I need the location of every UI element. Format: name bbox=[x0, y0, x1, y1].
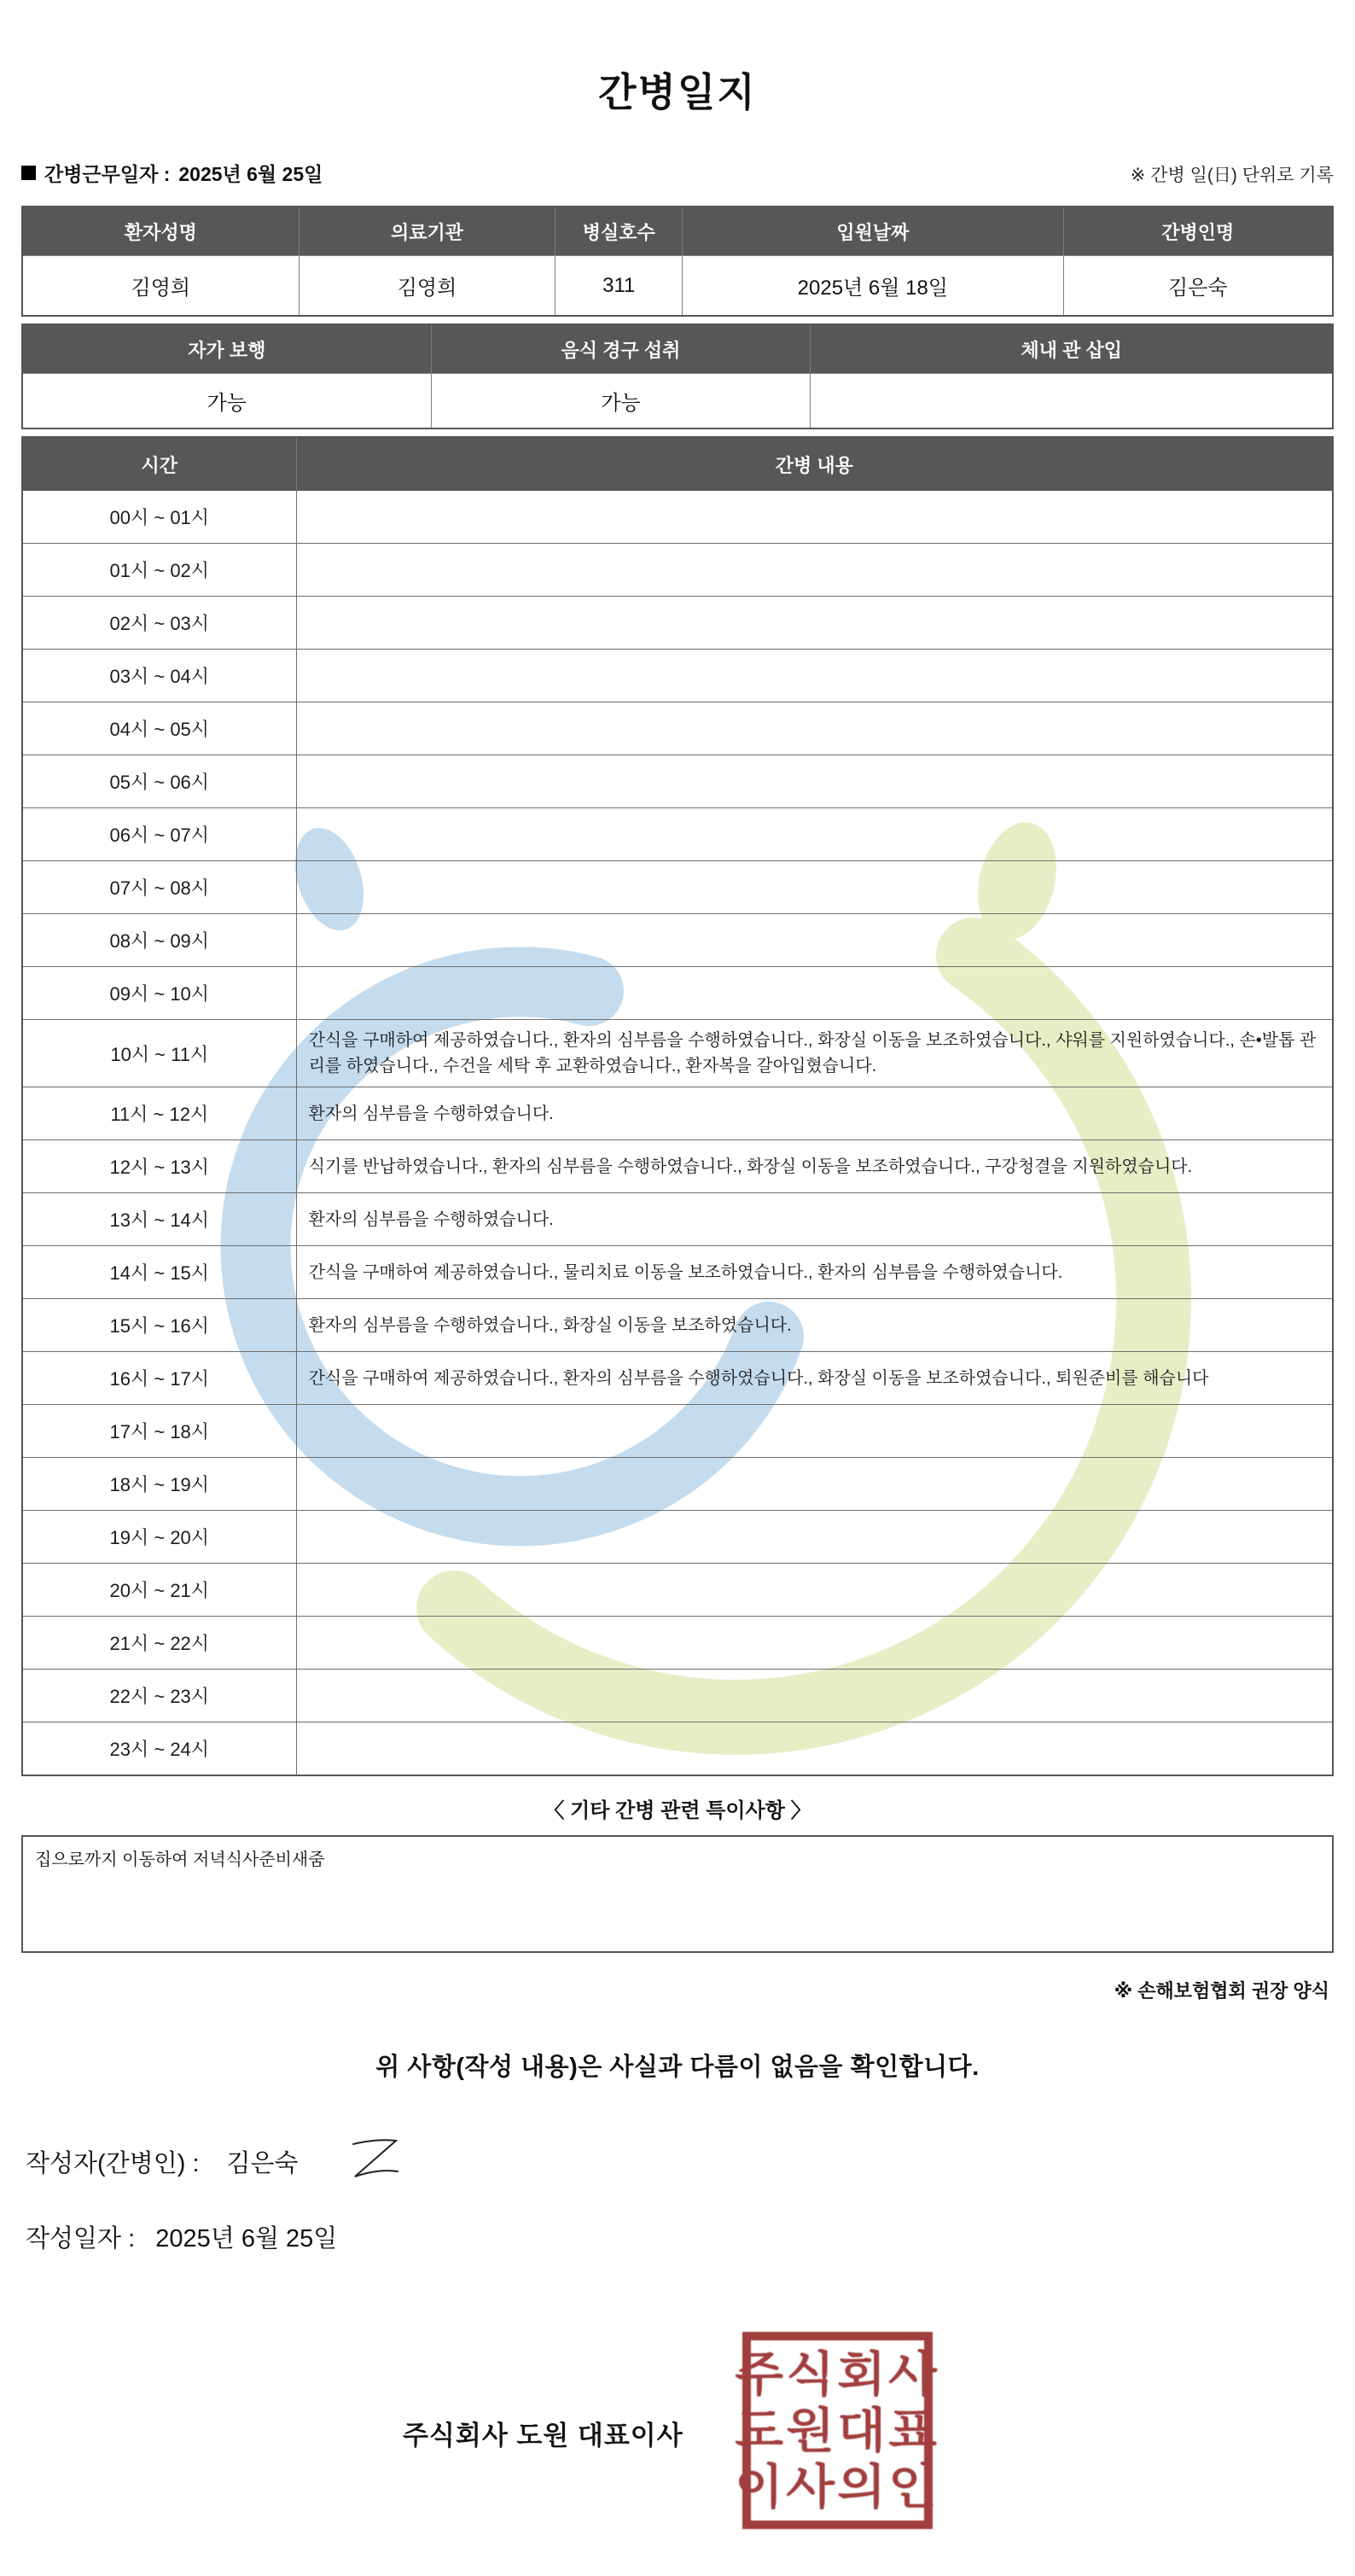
writer-line bbox=[26, 2139, 1355, 2183]
log-content-cell[interactable]: 간식을 구매하여 제공하였습니다., 환자의 심부름을 수행하였습니다., 화장실 이동을 보조하였습니다., 샤워를 지원하였습니다., 손•발톱 관리를 하였습니다., 수건을 세탁 후 교환하였습니다., 환자복을 갈아입혔습니다. bbox=[308, 1031, 1317, 1075]
log-time-label: 05시 ~ 06시 bbox=[23, 755, 297, 807]
log-content-cell[interactable]: 간식을 구매하여 제공하였습니다., 환자의 심부름을 수행하였습니다., 화장실 이동을 보조하였습니다., 퇴원준비를 해습니다 bbox=[308, 1368, 1209, 1388]
stamp-line-3: 이사의인 bbox=[735, 2459, 940, 2514]
condition-header-row bbox=[23, 325, 1332, 373]
log-content-cell[interactable] bbox=[297, 1617, 1332, 1669]
info-header-row bbox=[23, 207, 1332, 255]
log-row bbox=[23, 1019, 1332, 1087]
log-content-cell[interactable] bbox=[297, 702, 1332, 755]
log-time-label: 04시 ~ 05시 bbox=[23, 702, 297, 755]
log-row bbox=[23, 1616, 1332, 1669]
log-time-label: 02시 ~ 03시 bbox=[23, 597, 297, 649]
condition-value-row bbox=[23, 373, 1332, 428]
log-content-cell[interactable] bbox=[297, 1670, 1332, 1722]
log-time-label: 15시 ~ 16시 bbox=[23, 1299, 297, 1351]
log-row bbox=[23, 1457, 1332, 1510]
header-oral-intake: 음식 경구 섭취 bbox=[432, 325, 811, 373]
log-row bbox=[23, 966, 1332, 1019]
log-time-label: 18시 ~ 19시 bbox=[23, 1458, 297, 1510]
meta-row bbox=[21, 159, 1334, 187]
log-content-cell[interactable]: 간식을 구매하여 제공하였습니다., 물리치료 이동을 보조하였습니다., 환자의 심부름을 수행하였습니다. bbox=[308, 1262, 1063, 1282]
log-time-label: 11시 ~ 12시 bbox=[23, 1087, 297, 1139]
log-content-cell[interactable]: 식기를 반납하였습니다., 환자의 심부름을 수행하였습니다., 화장실 이동을 보조하였습니다., 구강청결을 지원하였습니다. bbox=[308, 1157, 1193, 1176]
written-date-line bbox=[26, 2219, 1355, 2254]
log-row bbox=[23, 1351, 1332, 1404]
log-content-cell[interactable] bbox=[297, 1511, 1332, 1563]
special-notes-title: 〈 기타 간병 관련 특이사항 〉 bbox=[544, 1799, 811, 1822]
log-time-label: 01시 ~ 02시 bbox=[23, 544, 297, 596]
log-content-cell[interactable] bbox=[297, 967, 1332, 1019]
log-time-label: 14시 ~ 15시 bbox=[23, 1246, 297, 1298]
log-time-label: 00시 ~ 01시 bbox=[23, 491, 297, 543]
log-time-label: 09시 ~ 10시 bbox=[23, 967, 297, 1019]
value-admission-date: 2025년 6월 18일 bbox=[683, 255, 1063, 315]
writer-label: 작성자(간병인) : bbox=[26, 2149, 200, 2177]
value-caregiver-name: 김은숙 bbox=[1064, 255, 1332, 315]
value-self-walking: 가능 bbox=[23, 373, 432, 428]
company-ceo-line: 주식회사 도원 대표이사 bbox=[403, 2421, 683, 2451]
log-content-cell[interactable] bbox=[297, 1722, 1332, 1775]
log-time-label: 10시 ~ 11시 bbox=[23, 1020, 297, 1087]
header-care-content: 간병 내용 bbox=[297, 438, 1332, 491]
log-time-label: 07시 ~ 08시 bbox=[23, 861, 297, 913]
work-date-label: 간병근무일자 : bbox=[44, 163, 171, 185]
written-date-value: 2025년 6월 25일 bbox=[155, 2225, 338, 2253]
log-row bbox=[23, 649, 1332, 702]
value-patient-name: 김영희 bbox=[23, 255, 299, 315]
log-row bbox=[23, 755, 1332, 807]
care-log-table bbox=[21, 436, 1334, 1776]
log-rows bbox=[23, 491, 1332, 1775]
log-time-label: 16시 ~ 17시 bbox=[23, 1352, 297, 1404]
log-content-cell[interactable] bbox=[297, 861, 1332, 913]
log-row bbox=[23, 1563, 1332, 1616]
handwritten-signature bbox=[348, 2134, 408, 2183]
corporate-seal-stamp bbox=[735, 2332, 940, 2529]
log-content-cell[interactable] bbox=[297, 650, 1332, 702]
log-content-cell[interactable] bbox=[297, 1405, 1332, 1457]
unit-note: ※ 간병 일(日) 단위로 기록 bbox=[1130, 166, 1334, 185]
log-time-label: 22시 ~ 23시 bbox=[23, 1670, 297, 1722]
header-internal-tube: 체내 관 삽입 bbox=[811, 325, 1332, 373]
log-row bbox=[23, 1139, 1332, 1192]
log-row bbox=[23, 1245, 1332, 1298]
log-row bbox=[23, 1722, 1332, 1775]
log-row bbox=[23, 860, 1332, 913]
log-row bbox=[23, 1087, 1332, 1139]
header-time: 시간 bbox=[23, 438, 297, 491]
log-content-cell[interactable] bbox=[297, 808, 1332, 860]
square-bullet-icon bbox=[21, 166, 36, 180]
log-time-label: 20시 ~ 21시 bbox=[23, 1564, 297, 1616]
work-date-value: 2025년 6월 25일 bbox=[178, 163, 323, 185]
stamp-line-1: 주식회사 bbox=[735, 2346, 940, 2401]
log-content-cell[interactable]: 환자의 심부름을 수행하였습니다. bbox=[308, 1104, 554, 1123]
log-header-row bbox=[23, 438, 1332, 491]
log-content-cell[interactable] bbox=[297, 544, 1332, 596]
patient-info-table bbox=[21, 206, 1334, 317]
log-time-label: 21시 ~ 22시 bbox=[23, 1617, 297, 1669]
log-content-cell[interactable] bbox=[297, 1564, 1332, 1616]
log-row bbox=[23, 1192, 1332, 1245]
written-date-label: 작성일자 : bbox=[26, 2225, 136, 2253]
log-time-label: 06시 ~ 07시 bbox=[23, 808, 297, 860]
log-row bbox=[23, 913, 1332, 966]
log-content-cell[interactable]: 환자의 심부름을 수행하였습니다., 화장실 이동을 보조하였습니다. bbox=[308, 1315, 792, 1335]
header-patient-name: 환자성명 bbox=[23, 207, 299, 255]
log-content-cell[interactable] bbox=[297, 914, 1332, 966]
log-time-label: 12시 ~ 13시 bbox=[23, 1140, 297, 1192]
form-note: ※ 손해보험협회 권장 양식 bbox=[1114, 1980, 1329, 2002]
log-time-label: 03시 ~ 04시 bbox=[23, 650, 297, 702]
log-row bbox=[23, 491, 1332, 543]
condition-table bbox=[21, 323, 1334, 429]
value-internal-tube bbox=[811, 373, 1332, 428]
log-content-cell[interactable] bbox=[297, 491, 1332, 543]
header-caregiver-name: 간병인명 bbox=[1064, 207, 1332, 255]
header-admission-date: 입원날짜 bbox=[683, 207, 1063, 255]
log-row bbox=[23, 1404, 1332, 1457]
stamp-line-2: 도원대표 bbox=[735, 2403, 940, 2457]
value-oral-intake: 가능 bbox=[432, 373, 811, 428]
header-self-walking: 자가 보행 bbox=[23, 325, 432, 373]
value-room-number: 311 bbox=[555, 255, 683, 315]
special-notes-box[interactable]: 집으로까지 이동하여 저녁식사준비새줌 bbox=[21, 1835, 1334, 1953]
confirmation-statement: 위 사항(작성 내용)은 사실과 다름이 없음을 확인합니다. bbox=[375, 2054, 980, 2081]
log-row bbox=[23, 1298, 1332, 1351]
log-row bbox=[23, 543, 1332, 596]
header-room-number: 병실호수 bbox=[555, 207, 683, 255]
log-time-label: 13시 ~ 14시 bbox=[23, 1193, 297, 1245]
log-content-cell[interactable] bbox=[297, 597, 1332, 649]
page-title: 간병일지 bbox=[598, 70, 757, 114]
log-content-cell[interactable] bbox=[297, 1458, 1332, 1510]
info-value-row bbox=[23, 255, 1332, 315]
log-time-label: 19시 ~ 20시 bbox=[23, 1511, 297, 1563]
log-time-label: 23시 ~ 24시 bbox=[23, 1722, 297, 1775]
log-content-cell[interactable]: 환자의 심부름을 수행하였습니다. bbox=[308, 1209, 554, 1229]
log-row bbox=[23, 596, 1332, 649]
log-time-label: 17시 ~ 18시 bbox=[23, 1405, 297, 1457]
log-row bbox=[23, 702, 1332, 755]
log-content-cell[interactable] bbox=[297, 755, 1332, 807]
log-row bbox=[23, 1510, 1332, 1563]
work-date bbox=[21, 159, 323, 187]
header-medical-institution: 의료기관 bbox=[299, 207, 556, 255]
writer-name: 김은숙 bbox=[226, 2149, 299, 2177]
log-row bbox=[23, 1669, 1332, 1722]
value-medical-institution: 김영희 bbox=[299, 255, 556, 315]
log-time-label: 08시 ~ 09시 bbox=[23, 914, 297, 966]
log-row bbox=[23, 807, 1332, 860]
